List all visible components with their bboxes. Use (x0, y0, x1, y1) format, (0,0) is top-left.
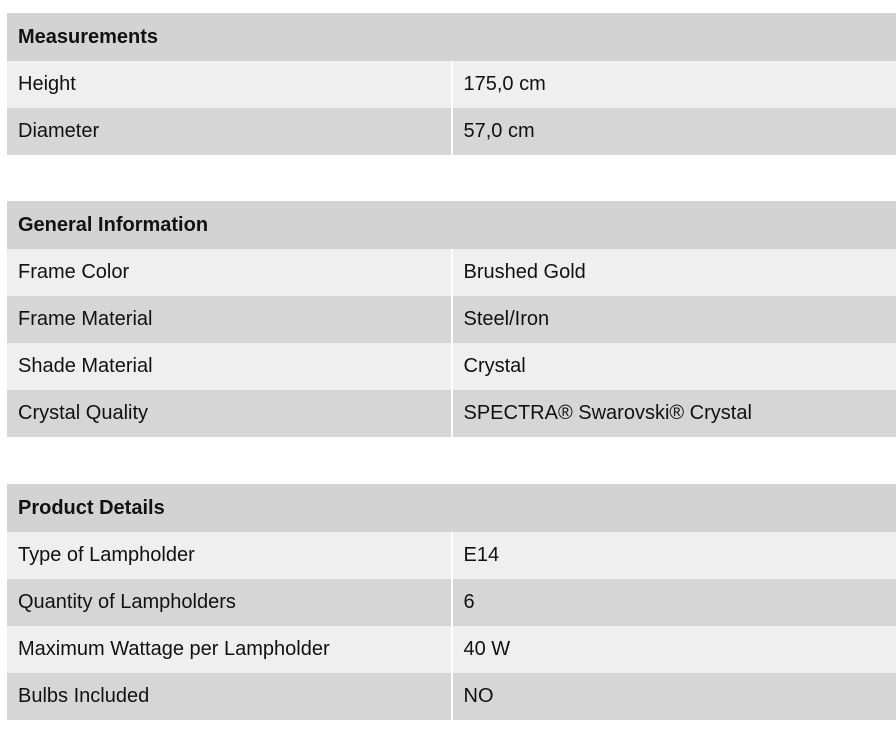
spec-row (7, 108, 896, 155)
spec-label: Shade Material (7, 343, 452, 390)
spec-label: Diameter (7, 108, 452, 155)
spec-row (7, 249, 896, 296)
spec-value: NO (452, 673, 896, 720)
section-header (7, 201, 896, 249)
spec-label: Frame Material (7, 296, 452, 343)
section-header (7, 484, 896, 532)
spec-value: 6 (452, 579, 896, 626)
spec-row (7, 532, 896, 579)
spec-value: 40 W (452, 626, 896, 673)
spec-value: 57,0 cm (452, 108, 896, 155)
spec-row (7, 343, 896, 390)
spec-label: Height (7, 61, 452, 108)
spec-label: Crystal Quality (7, 390, 452, 437)
product-details-table (7, 484, 896, 720)
spec-row (7, 579, 896, 626)
section-title: General Information (7, 201, 896, 249)
spec-label: Maximum Wattage per Lampholder (7, 626, 452, 673)
spec-row (7, 626, 896, 673)
spec-row (7, 390, 896, 437)
spec-value: 175,0 cm (452, 61, 896, 108)
spec-label: Quantity of Lampholders (7, 579, 452, 626)
section-title: Measurements (7, 13, 896, 61)
spec-label: Frame Color (7, 249, 452, 296)
spec-value: E14 (452, 532, 896, 579)
spec-value: SPECTRA® Swarovski® Crystal (452, 390, 896, 437)
spec-label: Type of Lampholder (7, 532, 452, 579)
spec-value: Steel/Iron (452, 296, 896, 343)
spec-row (7, 296, 896, 343)
section-header (7, 13, 896, 61)
general-information-table (7, 201, 896, 437)
spec-value: Crystal (452, 343, 896, 390)
section-title: Product Details (7, 484, 896, 532)
spec-label: Bulbs Included (7, 673, 452, 720)
spec-row (7, 673, 896, 720)
spec-value: Brushed Gold (452, 249, 896, 296)
spec-row (7, 61, 896, 108)
measurements-table (7, 13, 896, 155)
